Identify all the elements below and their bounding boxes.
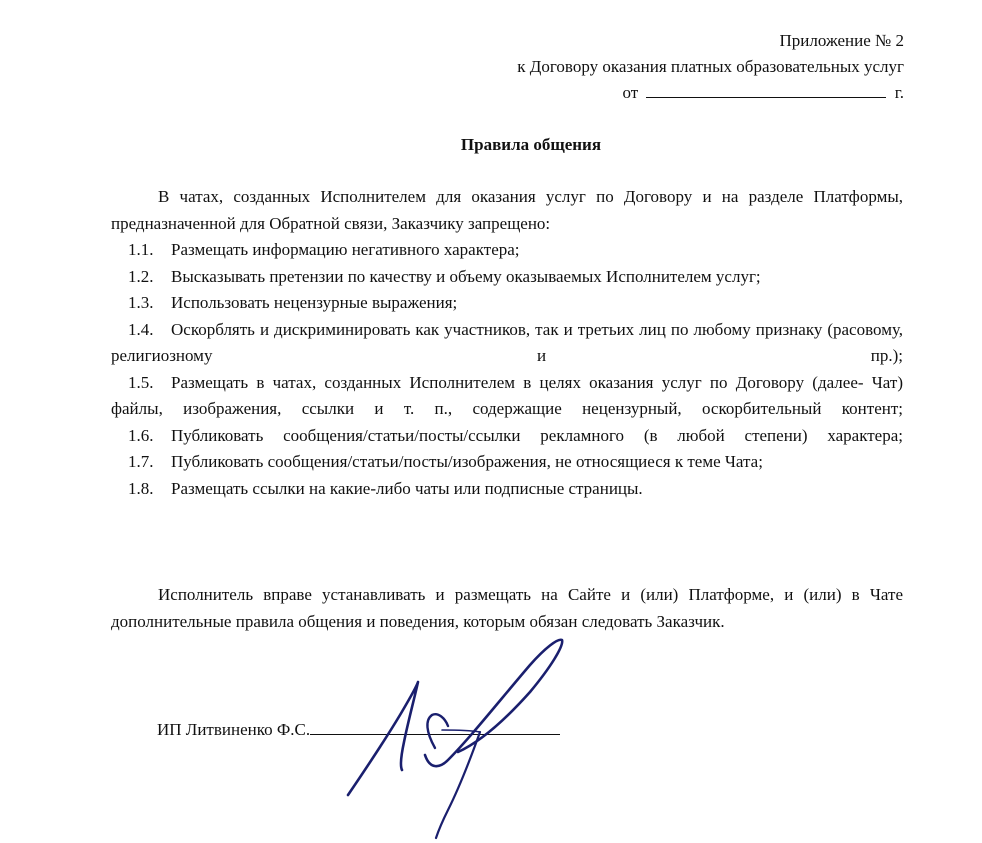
handwritten-signature <box>330 620 630 840</box>
rule-number: 1.3. <box>128 293 154 312</box>
rule-number: 1.6. <box>128 425 154 445</box>
rule-text: Размещать ссылки на какие-либо чаты или подписные страницы. <box>171 478 643 498</box>
closing-text: Исполнитель вправе устанавливать и размещать на Сайте и (или) Платформе, и (или) в Чате дополнительные правила общения и поведения, которым обязан следовать Заказчик. <box>111 585 903 631</box>
rules-list <box>111 237 903 502</box>
rule-number: 1.5. <box>128 372 154 392</box>
rule-number: 1.1. <box>128 240 154 259</box>
signature-stroke <box>427 714 448 748</box>
rule-text: Публиковать сообщения/статьи/посты/ссылки рекламного (в любой степени) характера; <box>171 425 903 445</box>
date-suffix: г. <box>894 83 904 102</box>
rule-number: 1.8. <box>128 478 154 498</box>
rule-item <box>111 423 903 450</box>
appendix-contract-reference: к Договору оказания платных образовательных услуг <box>517 57 904 76</box>
rule-text: Размещать информацию негативного характера; <box>171 240 520 259</box>
signature-stroke <box>348 682 418 795</box>
appendix-date-line <box>622 80 904 106</box>
rule-item <box>111 290 903 317</box>
rule-item <box>111 264 903 291</box>
rule-number: 1.2. <box>128 266 154 286</box>
rule-text: Публиковать сообщения/статьи/посты/изображения, не относящиеся к теме Чата; <box>171 452 763 471</box>
intro-text: В чатах, созданных Исполнителем для оказания услуг по Договору и на разделе Платформы, предназначенной для Обратной связи, Заказчику запрещено: <box>111 187 903 233</box>
rule-number: 1.7. <box>128 452 154 471</box>
rule-text: Использовать нецензурные выражения; <box>171 293 458 312</box>
document-title: Правила общения <box>460 135 602 154</box>
date-prefix: от <box>622 83 639 102</box>
date-blank-line <box>646 80 886 98</box>
rule-item <box>111 317 903 370</box>
intro-paragraph <box>111 184 903 237</box>
rule-item <box>111 449 903 476</box>
rule-item <box>111 476 903 503</box>
signature-stroke <box>425 640 562 766</box>
signer-name: ИП Литвиненко Ф.С. <box>157 720 311 739</box>
rule-text: Оскорблять и дискриминировать как участников, так и третьих лиц по любому признаку (расовому, религиозному и пр.); <box>111 319 903 365</box>
rule-text: Высказывать претензии по качеству и объему оказываемых Исполнителем услуг; <box>171 266 761 286</box>
appendix-number: Приложение № 2 <box>779 31 904 50</box>
rule-number: 1.4. <box>128 319 154 339</box>
signature-strokes <box>348 640 562 838</box>
rule-text: Размещать в чатах, созданных Исполнителем в целях оказания услуг по Договору (далее- Чат) файлы, изображения, ссылки и т. п., содержащие нецензурный, оскорбительный контент; <box>111 372 903 418</box>
rule-item <box>111 237 903 264</box>
rule-item <box>111 370 903 423</box>
